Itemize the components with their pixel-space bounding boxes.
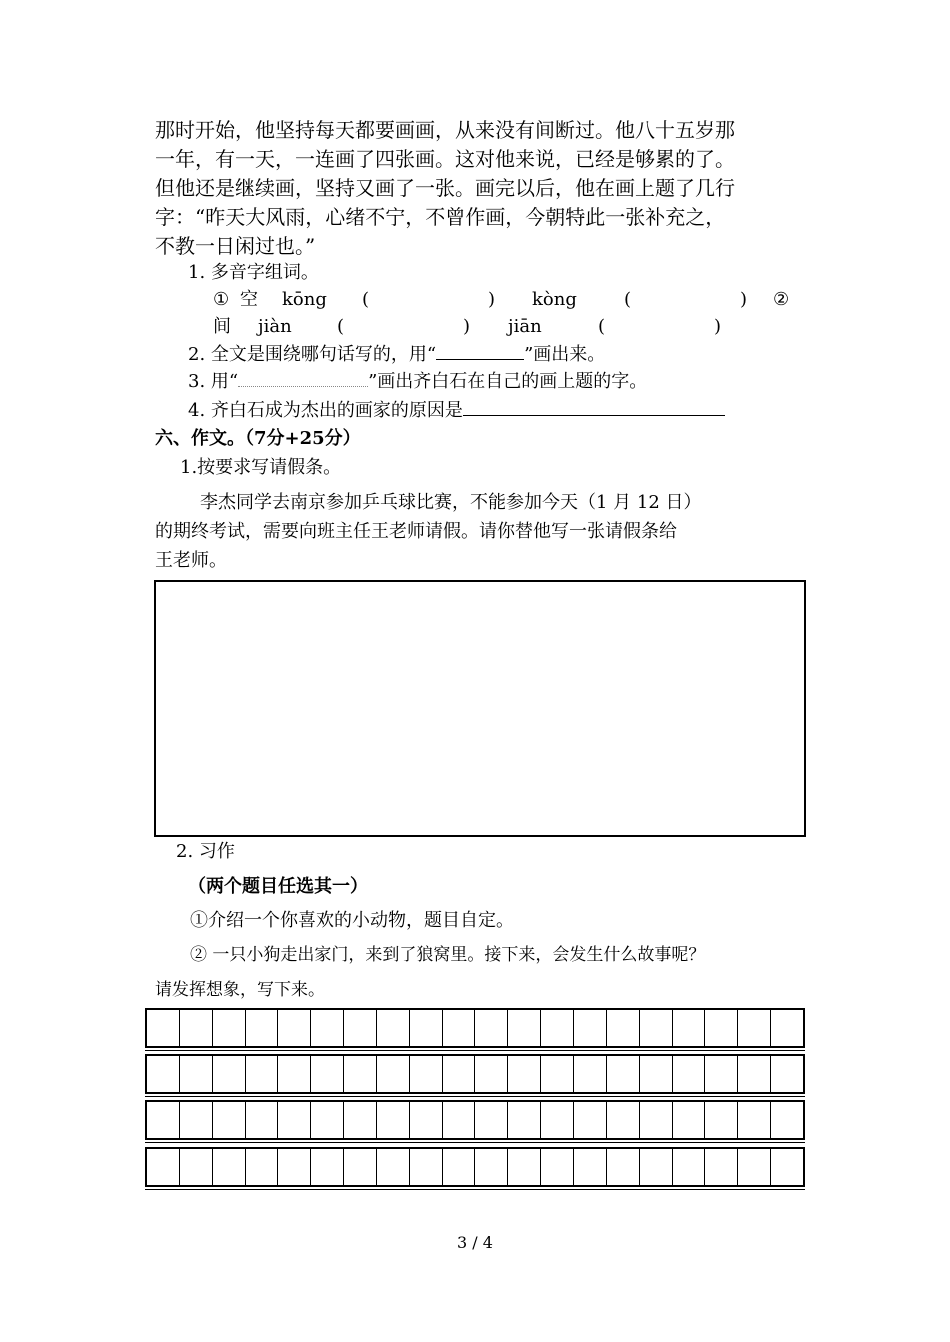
leave-note-line-3: 王老师。 — [155, 550, 227, 571]
q3-prefix: 3. 用“ — [188, 371, 239, 392]
q1-item2-num: ② — [773, 289, 790, 310]
q1-blank1-open[interactable]: ( — [362, 289, 370, 310]
q1-blank1-close[interactable]: ) — [488, 289, 496, 310]
q3-wavy-line-sample — [238, 372, 368, 387]
q1-item1-pinyin1: kōng — [282, 289, 327, 310]
q3 — [188, 371, 647, 393]
q4 — [188, 399, 725, 422]
writing-grid-row-1[interactable] — [145, 1008, 805, 1048]
q1-blank3-open[interactable]: ( — [337, 316, 345, 337]
page-number: 3 / 4 — [457, 1233, 493, 1252]
passage-line-4: 字：“昨天大风雨，心绪不宁，不曾作画，今朝特此一张补充之， — [155, 205, 726, 229]
q4-text: 4. 齐白石成为杰出的画家的原因是 — [188, 400, 463, 421]
q1-blank4-close[interactable]: ) — [714, 316, 722, 337]
writing-grid-row-4[interactable] — [145, 1147, 805, 1187]
q1-item2-pinyin1: jiàn — [258, 316, 292, 337]
leave-note-line-2: 的期终考试，需要向班主任王老师请假。请你替他写一张请假条给 — [155, 521, 677, 542]
passage-line-3: 但他还是继续画，坚持又画了一张。画完以后，他在画上题了几行 — [155, 176, 735, 200]
grid-row-separator — [145, 1050, 805, 1051]
grid-row-separator — [145, 1096, 805, 1097]
q1-blank4-open[interactable]: ( — [598, 316, 606, 337]
q2-prefix: 2. 全文是围绕哪句话写的，用“ — [188, 344, 437, 365]
q1-item1-pinyin2: kòng — [532, 289, 577, 310]
section6-heading: 六、作文。（7分+25分） — [155, 428, 361, 449]
composition-option-2-cont: 请发挥想象，写下来。 — [155, 980, 325, 1000]
q1-blank2-open[interactable]: ( — [624, 289, 632, 310]
section6-sub1-label: 1.按要求写请假条。 — [180, 457, 342, 478]
q1-item2-pinyin2: jiān — [508, 316, 542, 337]
leave-note-line-1: 李杰同学去南京参加乒乓球比赛，不能参加今天（1 月 12 日） — [200, 492, 702, 513]
leave-note-answer-box[interactable] — [154, 580, 806, 837]
grid-row-separator — [145, 1189, 805, 1190]
choice-note: （两个题目任选其一） — [188, 876, 368, 897]
passage-line-2: 一年，有一天，一连画了四张画。这对他来说，已经是够累的了。 — [155, 147, 735, 171]
q2-underline-sample — [436, 343, 524, 360]
passage-line-5: 不教一日闲过也。” — [155, 234, 316, 258]
q2 — [188, 343, 605, 366]
grid-row-separator — [145, 1142, 805, 1143]
q2-suffix: ”画出来。 — [524, 344, 606, 365]
passage-line-1: 那时开始，他坚持每天都要画画，从来没有间断过。他八十五岁那 — [155, 118, 735, 142]
q3-suffix: ”画出齐白石在自己的画上题的字。 — [368, 371, 648, 392]
composition-option-2: ② 一只小狗走出家门，来到了狼窝里。接下来，会发生什么故事呢？ — [190, 945, 706, 965]
q1-blank2-close[interactable]: ) — [740, 289, 748, 310]
q1-item1-num: ① — [213, 289, 230, 310]
q1-blank3-close[interactable]: ) — [463, 316, 471, 337]
q1-item1-char: 空 — [240, 289, 258, 310]
q4-answer-line[interactable] — [463, 399, 725, 416]
writing-grid-row-3[interactable] — [145, 1100, 805, 1140]
q1-item2-char: 间 — [213, 316, 231, 337]
q1-label: 1. 多音字组词。 — [188, 262, 319, 283]
composition-option-1: ①介绍一个你喜欢的小动物，题目自定。 — [190, 910, 514, 931]
writing-grid-row-2[interactable] — [145, 1054, 805, 1094]
section6-sub2-label: 2. 习作 — [176, 841, 235, 862]
